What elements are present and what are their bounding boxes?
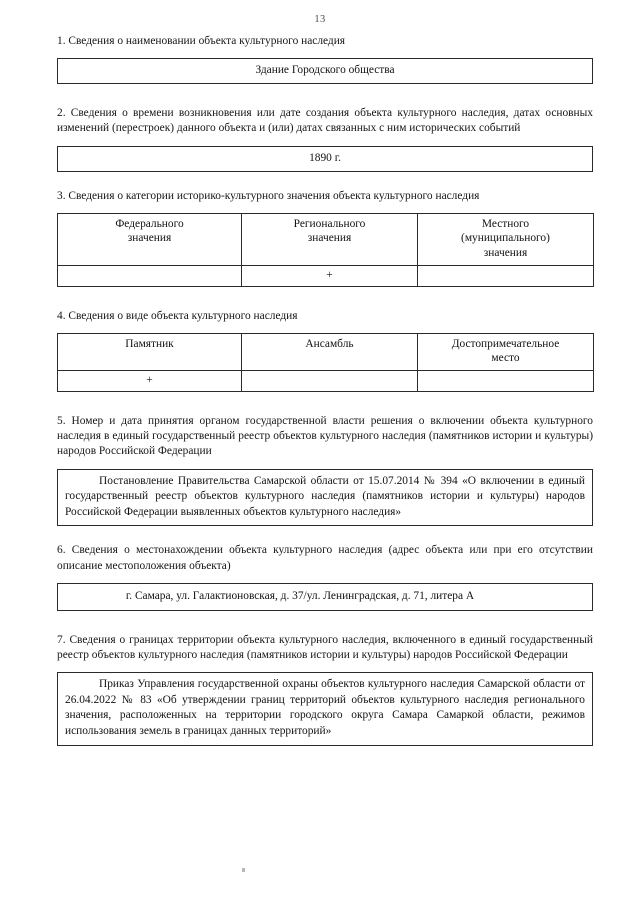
section-3-heading: 3. Сведения о категории историко-культурного значения объекта культурного наследия <box>57 189 480 202</box>
table-row <box>58 370 594 391</box>
spacer <box>57 392 593 414</box>
section-7-value-box <box>57 672 593 745</box>
section-5-value: Постановление Правительства Самарской области от 15.07.2014 № 394 «О включении в единый государственный реестр объектов культурного наследия (памятников истории и культуры) народов Российской Федерации выявленных объектов культурного наследия» <box>65 474 585 518</box>
header-line: Федерального <box>115 217 184 230</box>
section-2-heading: 2. Сведения о времени возникновения или дате создания объекта культурного наследия, датах основных изменений (перестроек) данного объекта и (или) датах связанных с ним исторических событий <box>57 107 593 135</box>
section-5-value-box <box>57 469 593 527</box>
table-header-cell <box>242 333 418 370</box>
checkbox-cell-federal <box>58 265 242 286</box>
header-line: значения <box>483 247 528 259</box>
header-line: Ансамбль <box>305 337 354 350</box>
section-5 <box>57 414 593 526</box>
section-1-value-box <box>57 58 593 84</box>
header-line: (муниципального) <box>461 232 550 245</box>
section-2-value: 1890 г. <box>309 151 341 164</box>
header-line: место <box>491 352 520 365</box>
page-number: 13 <box>314 14 326 25</box>
header-line: Памятник <box>125 337 174 350</box>
checkbox-cell-municipal <box>418 265 594 286</box>
section-3-table <box>57 213 594 287</box>
spacer <box>57 172 593 189</box>
section-5-heading: 5. Номер и дата принятия органом государственной власти решения о включении объекта культурного наследия в единый государственный реестр объектов культурного наследия (памятников истории и культуры) народов Российской Федерации <box>57 414 593 458</box>
table-header-cell <box>58 213 242 265</box>
checkbox-cell-monument: + <box>58 370 242 391</box>
section-2 <box>57 106 593 171</box>
section-7-value: Приказ Управления государственной охраны объектов культурного наследия Самарской области от 26.04.2022 № 83 «Об утверждении границ территорий объектов культурного наследия регионального значения, расположенных на территории городского округа Самара Самаркой области, режимов использования земель в границах данных территорий» <box>65 678 585 737</box>
table-header-cell <box>58 333 242 370</box>
table-header-cell <box>418 213 594 265</box>
table-header-row <box>58 333 594 370</box>
checkbox-cell-landmark <box>418 370 594 391</box>
spacer <box>57 84 593 106</box>
header-line: Достопримечательное <box>451 337 560 350</box>
section-7 <box>57 633 593 746</box>
document-body <box>57 34 593 746</box>
table-header-cell <box>242 213 418 265</box>
section-4-heading: 4. Сведения о виде объекта культурного наследия <box>57 309 298 322</box>
section-6-value: г. Самара, ул. Галактионовская, д. 37/ул. Ленинградская, д. 71, литера А <box>125 589 475 602</box>
table-header-row <box>58 213 594 265</box>
section-4-table <box>57 333 594 392</box>
section-6-heading: 6. Сведения о местонахождении объекта культурного наследия (адрес объекта или при его отсутствии описание местоположения объекта) <box>57 544 593 572</box>
table-header-cell <box>418 333 594 370</box>
header-line: значения <box>127 232 172 245</box>
scan-artifact <box>242 868 245 872</box>
header-line: Регионального <box>293 217 366 230</box>
table-row <box>58 265 594 286</box>
section-6-value-box <box>57 583 593 611</box>
section-7-heading: 7. Сведения о границах территории объекта культурного наследия, включенного в единый государственный реестр объектов культурного наследия (памятников истории и культуры) народов Российской Федерации <box>57 633 593 661</box>
spacer <box>57 611 593 633</box>
section-6 <box>57 543 593 610</box>
section-1 <box>57 34 593 84</box>
checkbox-cell-regional: + <box>242 265 418 286</box>
section-2-value-box <box>57 146 593 172</box>
section-4 <box>57 309 593 392</box>
spacer <box>57 526 593 543</box>
checkbox-cell-ensemble <box>242 370 418 391</box>
section-1-value: Здание Городского общества <box>255 64 395 77</box>
header-line: Местного <box>481 217 530 230</box>
section-1-heading: 1. Сведения о наименовании объекта культурного наследия <box>57 35 346 47</box>
spacer <box>57 287 593 309</box>
header-line: значения <box>307 232 352 245</box>
section-3 <box>57 189 593 287</box>
